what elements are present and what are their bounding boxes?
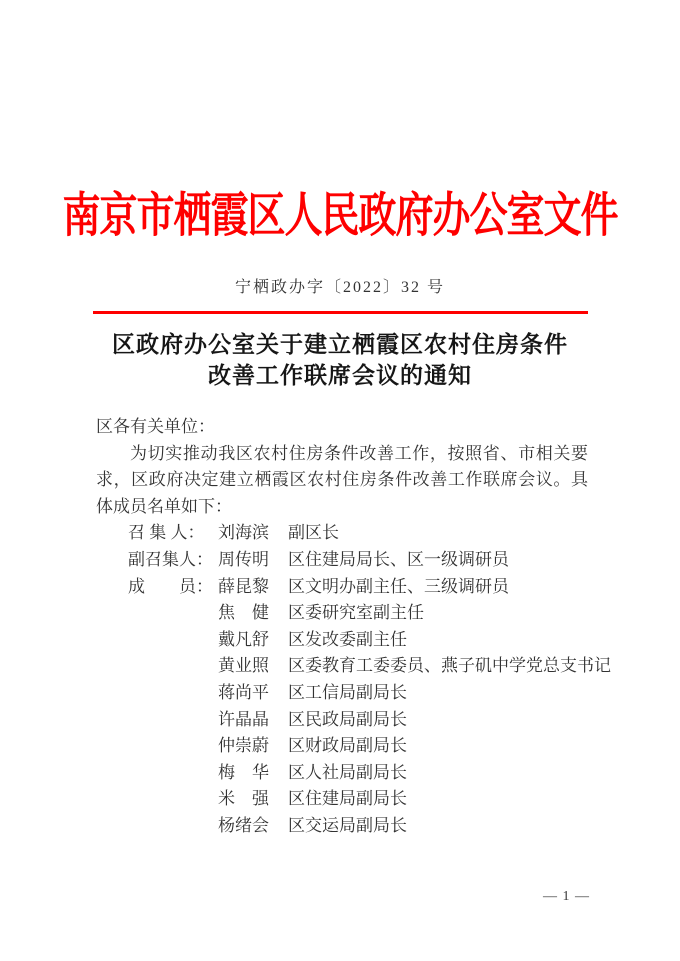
roster-name: 焦 健 [218, 603, 269, 623]
letterhead-title: 南京市栖霞区人民政府办公室文件 [62, 190, 618, 243]
roster-name: 蒋尚平 [218, 682, 269, 702]
roster-name: 杨绪会 [218, 815, 269, 835]
roster-name: 戴凡舒 [218, 629, 269, 649]
roster-row [128, 574, 588, 601]
roster-post: 区财政局副局长 [288, 736, 407, 756]
salutation: 区各有关单位： [96, 417, 215, 436]
page-number: — 1 — [543, 889, 590, 904]
roster-post: 区民政局副局长 [288, 709, 407, 729]
roster-post: 区委研究室副主任 [288, 603, 424, 623]
document-title [40, 329, 640, 391]
roster-row [128, 707, 588, 734]
document-number: 宁栖政办字〔2022〕32 号 [234, 279, 445, 296]
roster-row [128, 813, 588, 840]
roster-row [128, 653, 611, 680]
roster-row [128, 600, 588, 627]
roster-post: 区文明办副主任、三级调研员 [288, 576, 509, 596]
document-body [96, 414, 611, 840]
roster-name: 周传明 [218, 549, 269, 569]
document-title-line-1: 区政府办公室关于建立栖霞区农村住房条件 [112, 332, 568, 357]
roster-role: 成 员： [128, 576, 213, 596]
roster-post: 区住建局局长、区一级调研员 [288, 549, 509, 569]
member-roster [96, 520, 611, 839]
roster-name: 薛昆黎 [218, 576, 269, 596]
roster-post: 区交运局副局长 [288, 815, 407, 835]
roster-row [128, 680, 588, 707]
roster-name: 刘海滨 [218, 523, 269, 543]
roster-row [128, 520, 588, 547]
roster-row [128, 547, 588, 574]
roster-row [128, 627, 588, 654]
roster-name: 许晶晶 [218, 709, 269, 729]
roster-post: 区发改委副主任 [288, 629, 407, 649]
roster-name: 梅 华 [218, 762, 269, 782]
roster-post: 区人社局副局长 [288, 762, 407, 782]
roster-post: 区工信局副局长 [288, 682, 407, 702]
red-divider-line [93, 311, 588, 314]
roster-row [128, 733, 588, 760]
roster-name: 米 强 [218, 789, 269, 809]
document-title-line-2: 改善工作联席会议的通知 [208, 363, 472, 388]
roster-row [128, 760, 588, 787]
roster-row [128, 786, 588, 813]
roster-role: 召 集 人： [128, 523, 205, 543]
body-paragraph: 为切实推动我区农村住房条件改善工作，按照省、市相关要求，区政府决定建立栖霞区农村住房条件改善工作联席会议。具体成员名单如下： [96, 443, 588, 516]
roster-post: 区住建局副局长 [288, 789, 407, 809]
roster-role: 副召集人： [128, 549, 213, 569]
roster-post: 区委教育工委委员、燕子矶中学党总支书记 [288, 656, 611, 676]
roster-post: 副区长 [288, 523, 339, 543]
roster-name: 仲崇蔚 [218, 736, 269, 756]
page-footer [543, 889, 590, 905]
roster-name: 黄业照 [218, 656, 269, 676]
